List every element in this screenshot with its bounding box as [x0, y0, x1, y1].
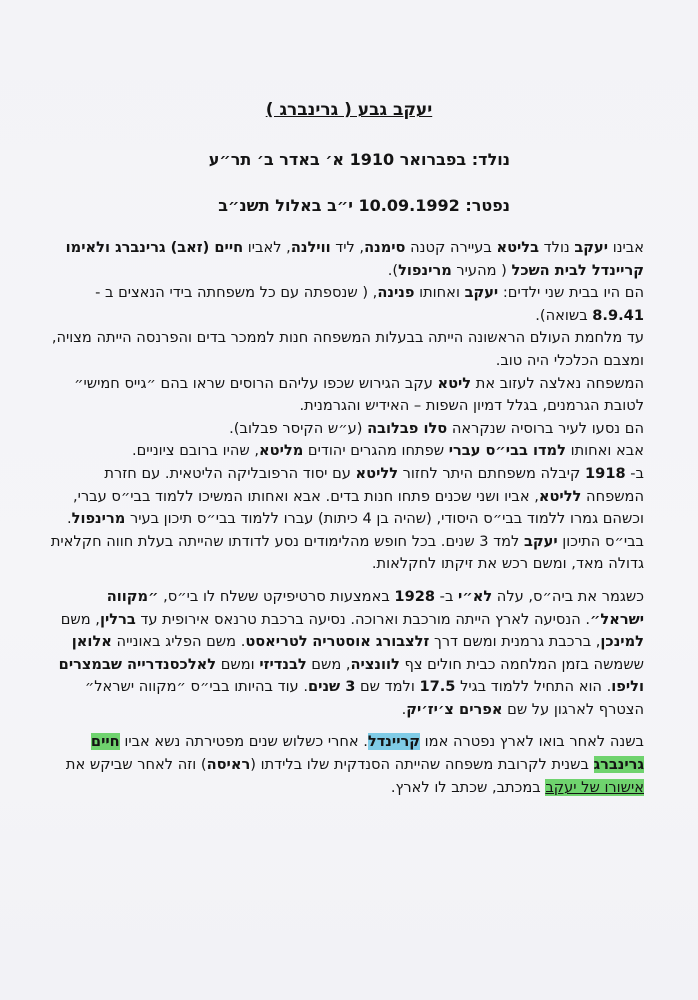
paragraph-return-lithuania: ב- 1918 קיבלה משפחתם היתר לחזור לליטא עם יסוד הרפובליקה הליטאית. עם חזרת המשפחה לליטא, אביו ושני שכנים פתחו חנות בדים. אבא ואחותו המשיכו ללמוד בבי״ס עברי, וכשהם גמרו ללמוד בבי״ס היסודי, (שהיה בן 4 כיתות) עברו ללמוד בבי״ס תיכון בעיר מרינפול. בבי״ס התיכון יעקב למד 3 שנים. בכל חופש מהלימודים נסע לדודתו שהייתה בעלת חווה חקלאית גדולה מאד, ומשם רכש את זיקתו לחקלאות. — [50, 464, 644, 573]
biography-text — [49, 237, 644, 799]
highlight-blue: קריינדל — [367, 733, 421, 751]
death-date: 10.09.1992 י״ב באלול תשנ״ב — [218, 196, 460, 215]
highlight-green-2: אישורו של יעקב — [545, 778, 644, 796]
paragraph-children: הם היו בבית שני ילדים: יעקב ואחותו פנינה, ( שנספתה עם כל משפחתה בידי הנאצים ב - 8.9.41 בשואה). — [95, 284, 644, 324]
paragraph-hebrew-school: אבא ואחותו למדו בבי״ס עברי שפתחו מהגרים יהודים מליטא, שהיו ברובם ציוניים. — [131, 442, 644, 460]
highlight-green: חיים גרינברג — [90, 733, 644, 774]
birth-label: נולד: — [471, 150, 510, 169]
paragraph-russia: הם נסעו לעיר ברוסיה שנקראה סלו פבלובה (ע״ש הקיסר פבלוב). — [229, 419, 644, 437]
death-label: נפטר: — [465, 196, 510, 215]
document-title: יעקב גבע ( גרינברג ) — [265, 100, 433, 120]
birth-date: בפברואר 1910 א׳ באדר ב׳ תר״ע — [208, 150, 467, 169]
birth-line — [90, 150, 510, 169]
paragraph-business: עד מלחמת העולם הראשונה הייתה בבעלות המשפחה חנות לממכר בדים והפרנסה הייתה מצויה, ומצבם הכלכלי היה טוב. — [51, 329, 644, 369]
death-line — [90, 196, 510, 215]
paragraph-aliyah: כשגמר את ביה״ס, עלה לא״י ב- 1928 באמצעות סרטיפיקט ששלח לו בי״ס, ״מקווה ישראל״. הנסיעה לארץ הייתה מורכבת וארוכה. נסיעה ברכבת טרנאס אירופית עד ברלין, משם למינכן, ברכבת גרמנית ומשם דרך זלצבורג אוסטריה לטריאסט. משם הפליג באונייה אלואן ששמשה בזמן המלחמה כבית חולים צף לוונציה, משם לבנדיזי ומשם לאלכסנדרייה שבמצרים וליפו. הוא התחיל ללמוד בגיל 17.5 ולמד שם 3 שנים. עוד בהיותו בבי״ס ״מקווה ישראל״ הצטרף לארגון על שם אפרים צ׳יז׳יק. — [58, 587, 644, 718]
paragraph-family-origin: אבינו יעקב נולד בליטא בעיירה קטנה סימנה, ליד ווילנה, לאביו חיים (זאב) גרינברג ולאימו קריינדל לבית השכל ( מהעיר מרינפול). — [65, 239, 644, 279]
paragraph-remarriage: בשנה לאחר בואו לארץ נפטרה אמו קריינדל. אחרי כשלוש שנים מפטירתה נשא אביו חיים גרינברג בשנית לקרובת משפחה שהייתה הסנדקית שלו בלידתו (ראיסה) וזה לאחר שביקש את אישורו של יעקב במכתב, שכתב לו לארץ. — [65, 733, 644, 796]
paragraph-expulsion: המשפחה נאלצה לעזוב את ליטא עקב הגירוש שכפו עליהם הרוסים שראו בהם ״גייס חמישי״ לטובת הגרמנים, בגלל דמיון השפות – האידיש והגרמנית. — [74, 374, 644, 415]
